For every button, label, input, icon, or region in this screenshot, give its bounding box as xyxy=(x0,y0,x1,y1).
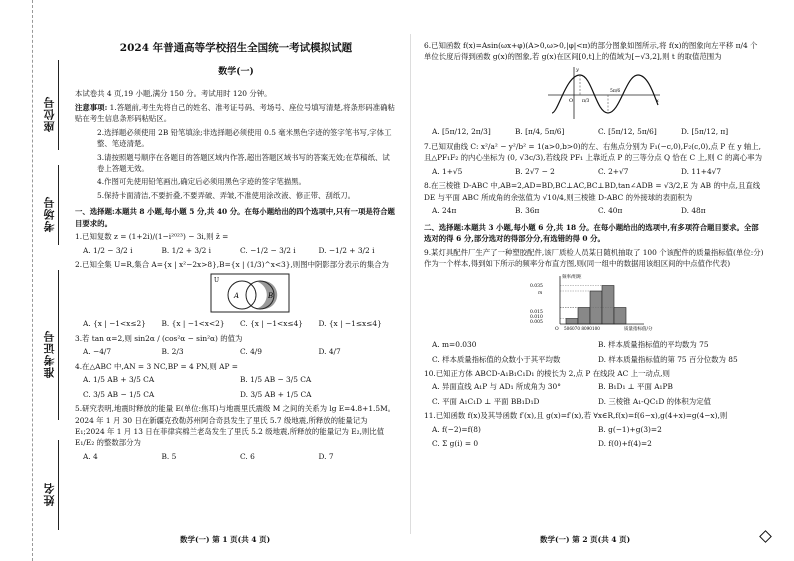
question-4-options-row2 xyxy=(83,389,397,400)
origin-label: O xyxy=(569,97,574,104)
venn-svg xyxy=(210,273,290,313)
exam-title: 2024 年普通高等学校招生全国统一考试模拟试题 xyxy=(119,42,353,54)
seat-number-field[interactable] xyxy=(58,60,59,150)
question-11-options xyxy=(432,424,764,435)
question-1-options xyxy=(83,245,397,256)
section-1-heading: 一、选择题:本题共 8 小题,每小题 5 分,共 40 分。在每小题给出的四个选项中,只有一项是符合题目要求的。 xyxy=(75,207,395,228)
option-d[interactable]: D. −1/2 + 3/2 i xyxy=(318,245,375,255)
option-d[interactable]: D. 4/7 xyxy=(318,347,341,357)
option-b[interactable]: B. B₁D₁ ⊥ 平面 A₁PB xyxy=(598,382,673,392)
question-10-options xyxy=(432,381,764,392)
note-item: 1.答题前,考生先将自己的姓名、准考证号码、考场号、座位号填写清楚,将条形码准确粘贴在考生信息条形码粘贴区。 xyxy=(75,102,395,124)
option-b[interactable]: B. 36π xyxy=(515,206,540,216)
question-5-options xyxy=(83,451,397,462)
note-item: 3.请按照题号顺序在各题目的答题区域内作答,超出答题区域书写的答案无效;在草稿纸、试卷上答题无效。 xyxy=(97,152,390,174)
venn-b-label: B xyxy=(268,291,274,300)
x-ticks: 506070 8090100 xyxy=(564,325,600,331)
x-label: x xyxy=(656,97,659,104)
question-7: 7.已知双曲线 C: x²/a² − y²/b² = 1(a>0,b>0)的左、右焦点分别为 F₁(−c,0),F₂(c,0),点 P 在 y 轴上,且△PF₁F₂ 的内心坐标为 (0, √3c/3),若线段 PF₁ 上靠近点 P 的三等分点 Q 恰在 C 上,则 C 的离心率为 xyxy=(424,141,762,163)
option-c[interactable]: C. {x | −1<x≤4} xyxy=(240,319,304,329)
left-column xyxy=(75,40,397,465)
option-a[interactable]: A. f(−2)=f(8) xyxy=(432,424,481,434)
question-11-options-row2 xyxy=(432,438,764,449)
option-a[interactable]: A. 1/5 AB + 3/5 CA xyxy=(83,375,155,385)
option-d[interactable]: D. 11+4√7 xyxy=(681,166,722,176)
tick-label: π/3 xyxy=(582,98,590,104)
diamond-mark-icon xyxy=(759,530,772,543)
question-3: 3.若 tan α=2,则 sin2α / (cos²α − sin²α) 的值为 xyxy=(75,333,243,343)
option-b[interactable]: B. 2√7 − 2 xyxy=(515,166,555,176)
name-label: 姓名 xyxy=(43,482,56,506)
question-11: 11.已知函数 f(x)及其导函数 f′(x),且 g(x)=f′(x),若 ∀x∈R,f(x)=f(6−x),g(4+x)=g(4−x),则 xyxy=(424,411,728,421)
option-a[interactable]: A. {x | −1<x≤2} xyxy=(83,319,146,329)
name-field[interactable] xyxy=(58,440,59,530)
option-a[interactable]: A. 24π xyxy=(432,206,457,216)
intro-text: 本试卷共 4 页,19 小题,满分 150 分。考试用时 120 分钟。 xyxy=(75,89,272,99)
option-d[interactable]: D. 三棱锥 A₁-QC₁D 的体积为定值 xyxy=(598,396,711,406)
question-8: 8.在三棱锥 D-ABC 中,AB=2,AD=BD,BC⊥AC,BC⊥BD,tan∠ADB = √3/2,E 为 AB 的中点,且直线 DE 与平面 ABC 所成角的余弦值为 √10/4,则三棱锥 D-ABC 的外接球的表面积为 xyxy=(424,181,761,202)
option-b[interactable]: B. [π/4, 5π/6] xyxy=(515,127,565,137)
venn-diagram xyxy=(210,273,397,316)
question-4: 4.在△ABC 中,AN = 3 NC,BP = 4 PN,则 AP = xyxy=(75,361,238,371)
option-a[interactable]: A. 1/2 − 3/2 i xyxy=(83,245,133,255)
y-label: y xyxy=(576,66,579,73)
question-2: 2.已知全集 U=R,集合 A={x | x²−2x>8},B={x | (1/3)^x<3},则图中阴影部分表示的集合为 xyxy=(75,260,389,270)
question-9-options-row2 xyxy=(432,354,764,365)
histogram-bar xyxy=(566,318,578,324)
page-2-footer: 数学(一) 第 2 页(共 4 页) xyxy=(540,535,631,544)
option-d[interactable]: D. 48π xyxy=(681,206,706,216)
seat-number-label: 座位号 xyxy=(43,96,56,132)
option-c[interactable]: C. 40π xyxy=(598,206,623,216)
question-10-options-row2 xyxy=(432,396,764,407)
y-tick: 0.035 xyxy=(530,283,543,289)
ticket-number-label: 准考证号 xyxy=(43,330,56,378)
histogram-bar xyxy=(602,285,614,324)
option-c[interactable]: C. 6 xyxy=(240,451,255,461)
sine-graph xyxy=(544,65,764,124)
question-7-options xyxy=(432,166,764,177)
option-b[interactable]: B. 样本质量指标值的平均数为 75 xyxy=(598,340,709,350)
option-d[interactable]: D. 样本质量指标值的第 75 百分位数为 85 xyxy=(598,354,738,364)
option-a[interactable]: A. 1+√5 xyxy=(432,166,463,176)
question-8-options xyxy=(432,205,764,216)
question-3-options xyxy=(83,346,397,357)
option-c[interactable]: C. 4/9 xyxy=(240,347,262,357)
option-b[interactable]: B. g(−1)+g(3)=2 xyxy=(598,424,662,434)
histogram-svg xyxy=(524,272,674,334)
notes-block xyxy=(75,102,397,125)
sine-curve xyxy=(552,75,658,113)
option-a[interactable]: A. 异面直线 A₁P 与 AD₁ 所成角为 30° xyxy=(432,382,561,392)
option-c[interactable]: C. Σ g(i) = 0 xyxy=(432,439,479,449)
option-a[interactable]: A. [5π/12, 2π/3] xyxy=(432,127,491,137)
histogram-bar xyxy=(614,307,626,324)
question-4-options xyxy=(83,374,397,385)
note-item: 5.保持卡面清洁,不要折叠,不要弄破、弄皱,不准使用涂改液、修正带、刮纸刀。 xyxy=(97,190,355,200)
y-tick-m: m xyxy=(538,290,543,296)
option-c[interactable]: C. 2+√7 xyxy=(598,166,629,176)
question-5: 5.研究表明,地震时释放的能量 E(单位:焦耳)与地震里氏震级 M 之间的关系为 lg E=4.8+1.5M。2024 年 1 月 30 日在新疆克孜勒苏州阿合奇县发生了里氏 5.7 级地震,所释放的能量记为 E₁;2024 年 1 月 13 日在菲律宾棉兰老岛发生了里氏 5.2 级地震,所释放的能量记为 E₂,则比值 E₁/E₂ 的整数部分为 xyxy=(75,404,396,448)
option-d[interactable]: D. 7 xyxy=(318,451,334,461)
option-c[interactable]: C. 平面 A₁C₁D ⊥ 平面 BB₁D₁D xyxy=(432,396,540,406)
option-a[interactable]: A. −4/7 xyxy=(83,347,112,357)
sine-graph-svg xyxy=(544,65,664,121)
question-10: 10.已知正方体 ABCD-A₁B₁C₁D₁ 的棱长为 2,点 P 在线段 AC 上一动点,则 xyxy=(424,368,670,378)
subject-title: 数学(一) xyxy=(218,67,254,78)
section-2-heading: 二、选择题:本题共 3 小题,每小题 6 分,共 18 分。在每小题给出的选项中,有多项符合题目要求。全部选对的得 6 分,部分选对的得部分分,有选错的得 0 分。 xyxy=(424,222,759,244)
ticket-number-field[interactable] xyxy=(58,270,59,420)
hist-x-label: 质量指标值/分 xyxy=(624,326,653,332)
option-c[interactable]: C. −1/2 − 3/2 i xyxy=(240,245,296,255)
option-c[interactable]: C. [5π/12, 5π/6] xyxy=(598,127,657,137)
note-item: 4.作图可先使用铅笔画出,确定后必须用黑色字迹的签字笔描黑。 xyxy=(97,177,306,187)
question-9-options xyxy=(432,339,764,350)
option-b[interactable]: B. 2/3 xyxy=(161,347,184,357)
option-d[interactable]: D. {x | −1≤x≤4} xyxy=(318,319,382,329)
histogram-bar xyxy=(578,307,590,324)
right-column xyxy=(424,38,764,453)
y-tick: 0.015 xyxy=(530,309,543,315)
question-2-options xyxy=(83,318,397,329)
question-6-options xyxy=(432,126,764,137)
venn-u-label: U xyxy=(214,276,220,284)
column-divider xyxy=(410,34,411,534)
question-1: 1.已知复数 z = (1+2i)/(1−i²⁰²³) − 3i,则 z̄ = xyxy=(75,232,229,242)
page-1-footer: 数学(一) 第 1 页(共 4 页) xyxy=(180,535,271,544)
cut-line xyxy=(32,0,33,561)
option-d[interactable]: D. f(0)+f(4)=2 xyxy=(598,439,652,449)
histogram xyxy=(524,272,764,337)
option-b[interactable]: B. 1/2 + 3/2 i xyxy=(161,245,212,255)
y-tick: 0.005 xyxy=(530,319,543,325)
option-a[interactable]: A. m=0.030 xyxy=(432,340,477,350)
exam-room-field[interactable] xyxy=(58,165,59,245)
option-d[interactable]: D. 3/5 AB + 1/5 CA xyxy=(240,389,312,399)
option-d[interactable]: D. [5π/12, π] xyxy=(681,127,729,137)
y-tick: 0.010 xyxy=(530,314,543,320)
option-c[interactable]: C. 3/5 AB − 1/5 CA xyxy=(83,389,155,399)
question-6: 6.已知函数 f(x)=Asin(ωx+φ)(A>0,ω>0,|φ|<π)的部分图象如图所示,将 f(x)的图象向左平移 π/4 个单位长度后得到函数 g(x)的图象,若 g(x)在区间[0,t]上的值域为[−√3,2],则 t 的取值范围为 xyxy=(424,41,758,62)
option-a[interactable]: A. 4 xyxy=(83,451,98,461)
set-a-circle xyxy=(228,281,256,309)
hist-y-label: 频率/组距 xyxy=(562,274,582,280)
tick-label: 5π/6 xyxy=(610,88,621,94)
option-b[interactable]: B. 5 xyxy=(161,451,177,461)
option-c[interactable]: C. 样本质量指标值的众数小于其平均数 xyxy=(432,354,561,364)
venn-a-label: A xyxy=(234,291,240,300)
option-b[interactable]: B. 1/5 AB − 3/5 CA xyxy=(240,375,312,385)
question-9: 9.某灯具配件厂生产了一种塑胶配件,该厂质检人员某日随机抽取了 100 个该配件的质量指标值(单位:分)作为一个样本,得到如下所示的频率分布直方图,则(同一组中的数据用该组区间的中点值作代表) xyxy=(424,247,764,269)
hist-origin: O xyxy=(555,326,559,332)
note-item: 2.选择题必须使用 2B 铅笔填涂;非选择题必须使用 0.5 毫米黑色字迹的签字笔书写,字体工整、笔迹清楚。 xyxy=(97,127,392,149)
candidate-info-strip xyxy=(0,0,58,561)
notes-label: 注意事项: xyxy=(75,102,108,112)
option-b[interactable]: B. {x | −1<x<2} xyxy=(161,319,225,329)
exam-room-label: 考场号 xyxy=(43,196,56,232)
